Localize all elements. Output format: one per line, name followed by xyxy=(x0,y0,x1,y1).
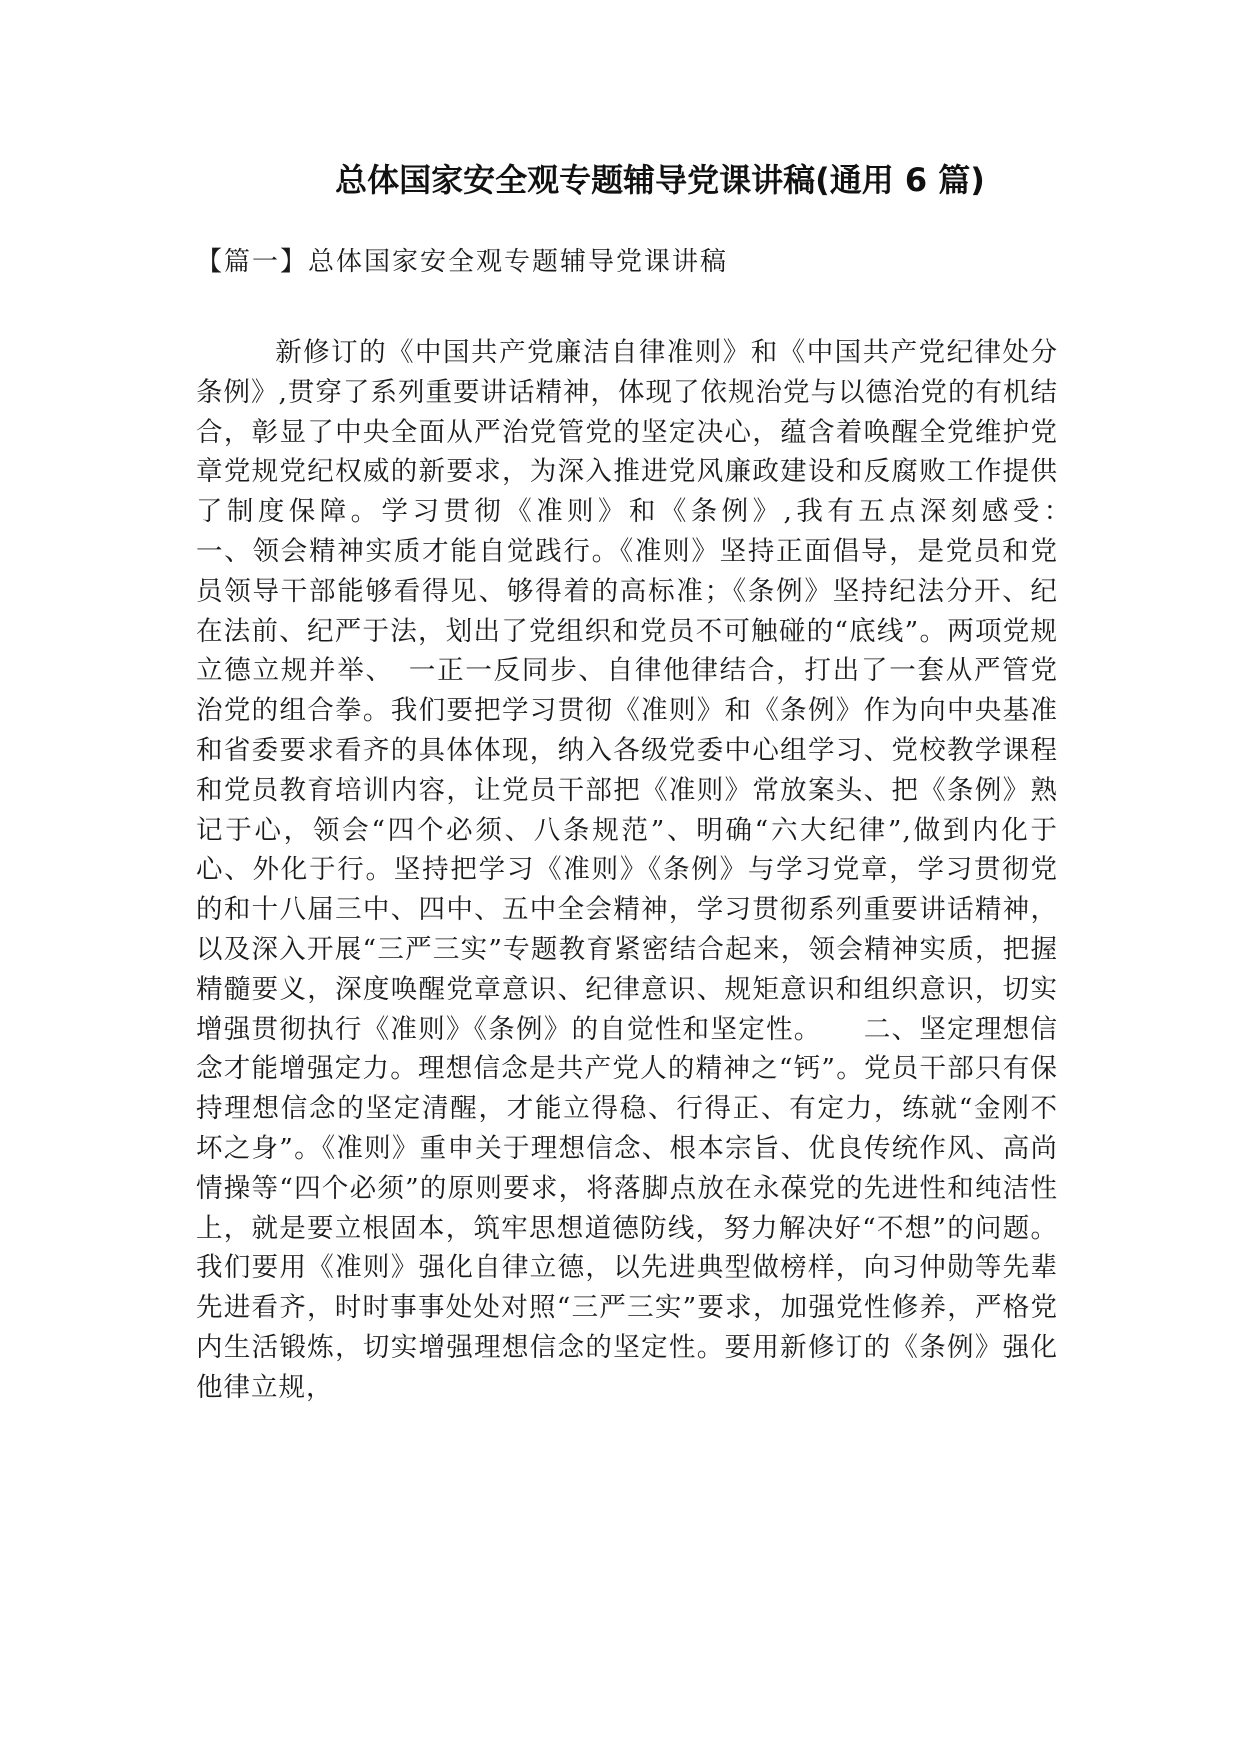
document-title: 总体国家安全观专题辅导党课讲稿(通用 6 篇) xyxy=(335,161,985,199)
body-paragraph: 新修订的《中国共产党廉洁自律准则》和《中国共产党纪律处分条例》,贯穿了系列重要讲话精神，体现了依规治党与以德治党的有机结合，彰显了中央全面从严治党管党的坚定决心，蕴含着唤醒全党维护党章党规党纪权威的新要求，为深入推进党风廉政建设和反腐败工作提供了制度保障。学习贯彻《准则》和《条例》,我有五点深刻感受： 一、领会精神实质才能自觉践行。《准则》坚持正面倡导，是党员和党员领导干部能够看得见、够得着的高标准；《条例》坚持纪法分开、纪在法前、纪严于法，划出了党组织和党员不可触碰的“底线”。两项党规立德立规并举、 一正一反同步、自律他律结合，打出了一套从严管党治党的组合拳。我们要把学习贯彻《准则》和《条例》作为向中央基准和省委要求看齐的具体体现，纳入各级党委中心组学习、党校教学课程和党员教育培训内容，让党员干部把《准则》常放案头、把《条例》熟记于心，领会“四个必须、八条规范”、明确“六大纪律”,做到内化于心、外化于行。坚持把学习《准则》《条例》与学习党章，学习贯彻党的和十八届三中、四中、五中全会精神，学习贯彻系列重要讲话精神，以及深入开展“三严三实”专题教育紧密结合起来，领会精神实质，把握精髓要义，深度唤醒党章意识、纪律意识、规矩意识和组织意识，切实增强贯彻执行《准则》《条例》的自觉性和坚定性。 二、坚定理想信念才能增强定力。理想信念是共产党人的精神之“钙”。党员干部只有保持理想信念的坚定清醒，才能立得稳、行得正、有定力，练就“金刚不坏之身”。《准则》重申关于理想信念、根本宗旨、优良传统作风、高尚情操等“四个必须”的原则要求，将落脚点放在永葆党的先进性和纯洁性上，就是要立根固本，筑牢思想道德防线，努力解决好“不想”的问题。我们要用《准则》强化自律立德，以先进典型做榜样，向习仲勋等先辈先进看齐，时时事事处处对照“三严三实”要求，加强党性修养，严格党内生活锻炼，切实增强理想信念的坚定性。要用新修订的《条例》强化他律立规， xyxy=(196,337,1113,1403)
section-heading: 【篇一】总体国家安全观专题辅导党课讲稿 xyxy=(196,247,729,277)
